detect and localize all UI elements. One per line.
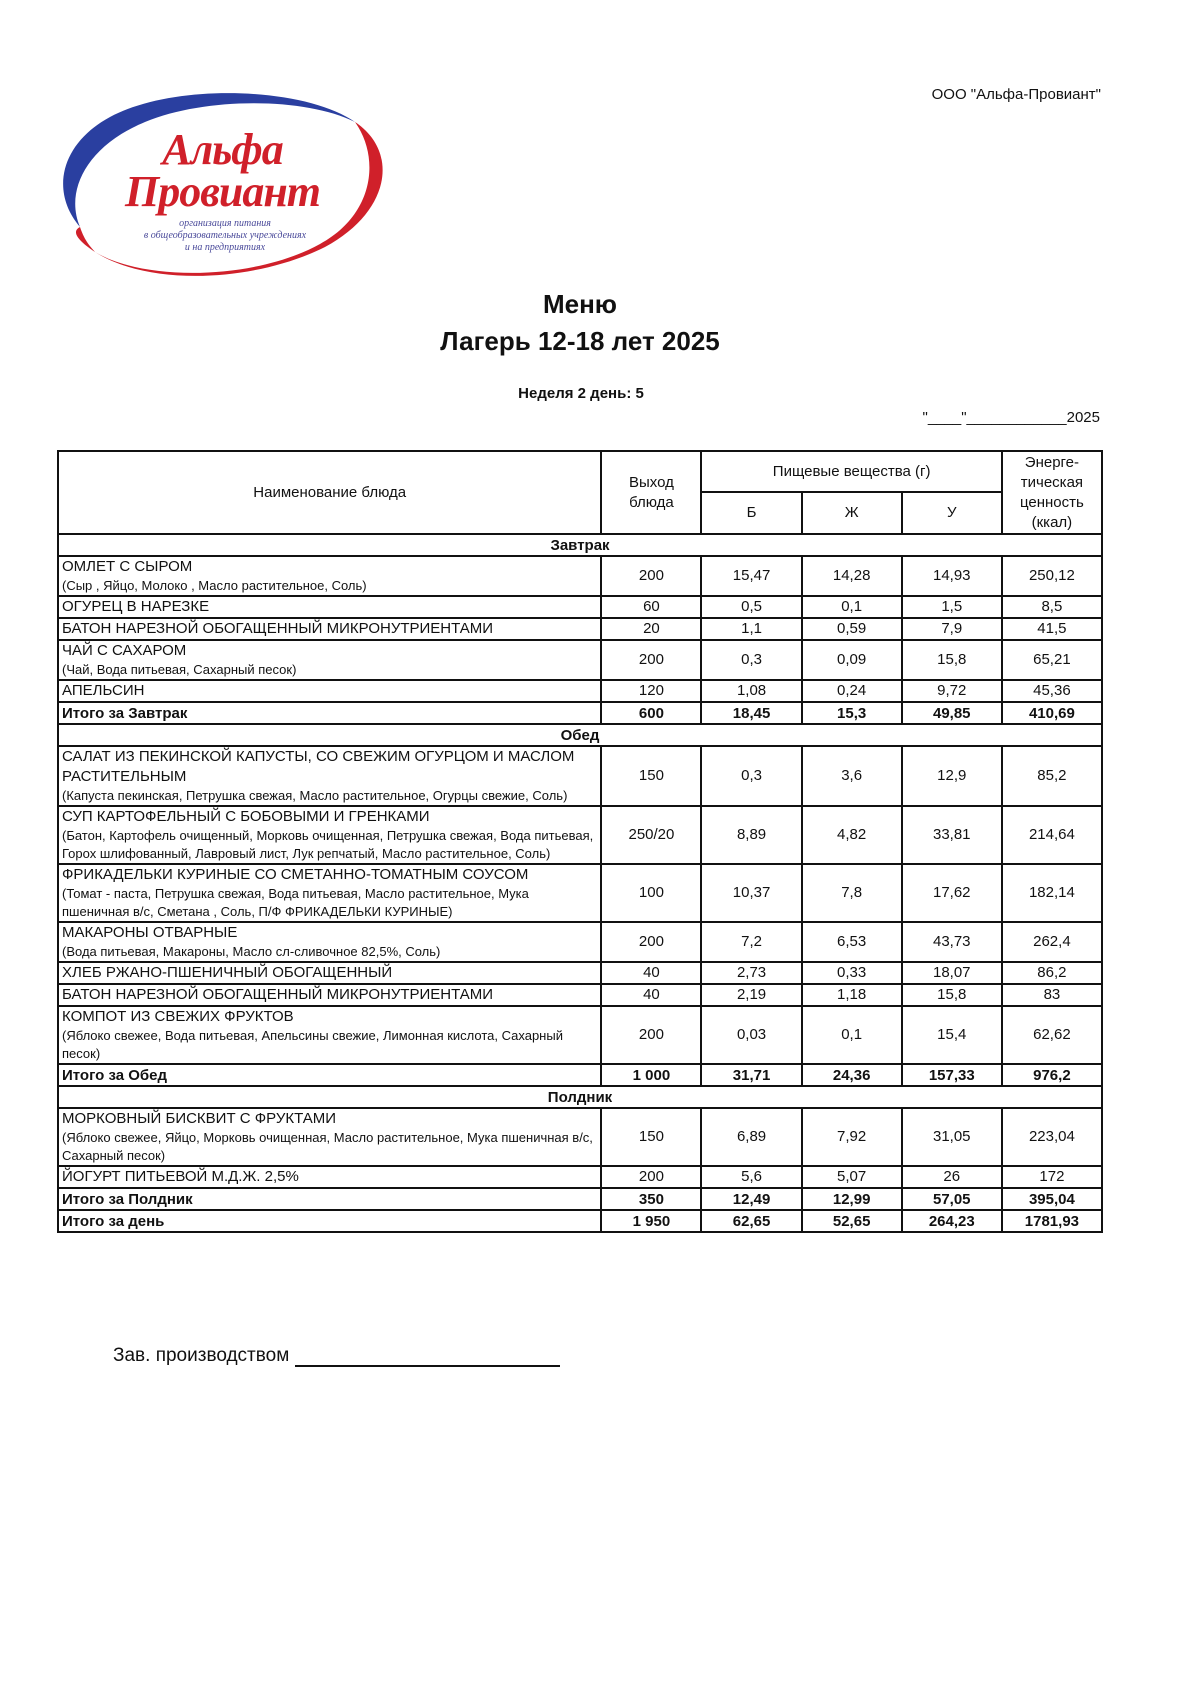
fat-cell: 6,53 bbox=[802, 922, 902, 962]
dish-ingredients: (Капуста пекинская, Петрушка свежая, Масло растительное, Огурцы свежие, Соль) bbox=[62, 788, 568, 803]
dish-cell bbox=[58, 1108, 601, 1166]
week-day-label: Неделя 2 день: 5 bbox=[518, 385, 644, 402]
energy-cell: 62,62 bbox=[1002, 1006, 1102, 1064]
total-protein-cell: 31,71 bbox=[701, 1064, 801, 1086]
energy-cell: 223,04 bbox=[1002, 1108, 1102, 1166]
protein-cell: 0,03 bbox=[701, 1006, 801, 1064]
dish-ingredients: (Вода питьевая, Макароны, Масло сл-сливочное 82,5%, Соль) bbox=[62, 944, 441, 959]
day-total-carbs-cell: 264,23 bbox=[902, 1210, 1002, 1232]
yield-cell: 100 bbox=[601, 864, 701, 922]
dish-cell bbox=[58, 556, 601, 596]
total-label: Итого за Обед bbox=[58, 1064, 601, 1086]
dish-cell bbox=[58, 864, 601, 922]
signature-block bbox=[113, 1345, 560, 1367]
yield-cell: 200 bbox=[601, 1166, 701, 1188]
carbs-cell: 15,8 bbox=[902, 984, 1002, 1006]
energy-cell: 8,5 bbox=[1002, 596, 1102, 618]
header-fat: Ж bbox=[802, 492, 902, 534]
dish-ingredients: (Яблоко свежее, Вода питьевая, Апельсины свежие, Лимонная кислота, Сахарный песок) bbox=[62, 1028, 563, 1061]
logo-title-line1: Альфа bbox=[162, 125, 283, 174]
dish-name: ОГУРЕЦ В НАРЕЗКЕ bbox=[62, 598, 210, 615]
energy-cell: 65,21 bbox=[1002, 640, 1102, 680]
protein-cell: 2,73 bbox=[701, 962, 801, 984]
carbs-cell: 15,8 bbox=[902, 640, 1002, 680]
dish-cell bbox=[58, 1006, 601, 1064]
section-row bbox=[58, 534, 1102, 556]
dish-cell bbox=[58, 922, 601, 962]
yield-cell: 20 bbox=[601, 618, 701, 640]
fat-cell: 0,09 bbox=[802, 640, 902, 680]
total-carbs-cell: 157,33 bbox=[902, 1064, 1002, 1086]
energy-cell: 86,2 bbox=[1002, 962, 1102, 984]
total-fat-cell: 15,3 bbox=[802, 702, 902, 724]
total-energy-cell: 410,69 bbox=[1002, 702, 1102, 724]
fat-cell: 7,8 bbox=[802, 864, 902, 922]
energy-cell: 250,12 bbox=[1002, 556, 1102, 596]
carbs-cell: 31,05 bbox=[902, 1108, 1002, 1166]
protein-cell: 1,1 bbox=[701, 618, 801, 640]
header-carbs: У bbox=[902, 492, 1002, 534]
dish-name: МАКАРОНЫ ОТВАРНЫЕ bbox=[62, 924, 238, 941]
day-total-label: Итого за день bbox=[58, 1210, 601, 1232]
carbs-cell: 7,9 bbox=[902, 618, 1002, 640]
header-yield: Выход блюда bbox=[601, 451, 701, 534]
protein-cell: 15,47 bbox=[701, 556, 801, 596]
section-row bbox=[58, 724, 1102, 746]
yield-cell: 120 bbox=[601, 680, 701, 702]
dish-name: КОМПОТ ИЗ СВЕЖИХ ФРУКТОВ bbox=[62, 1008, 294, 1025]
dish-ingredients: (Чай, Вода питьевая, Сахарный песок) bbox=[62, 662, 297, 677]
yield-cell: 150 bbox=[601, 746, 701, 806]
dish-row bbox=[58, 640, 1102, 680]
fat-cell: 0,33 bbox=[802, 962, 902, 984]
carbs-cell: 17,62 bbox=[902, 864, 1002, 922]
section-total-row bbox=[58, 1188, 1102, 1210]
protein-cell: 5,6 bbox=[701, 1166, 801, 1188]
total-fat-cell: 24,36 bbox=[802, 1064, 902, 1086]
carbs-cell: 26 bbox=[902, 1166, 1002, 1188]
yield-cell: 200 bbox=[601, 640, 701, 680]
protein-cell: 2,19 bbox=[701, 984, 801, 1006]
fat-cell: 0,59 bbox=[802, 618, 902, 640]
signature-line bbox=[295, 1347, 560, 1367]
day-total-protein-cell: 62,65 bbox=[701, 1210, 801, 1232]
carbs-cell: 18,07 bbox=[902, 962, 1002, 984]
dish-ingredients: (Батон, Картофель очищенный, Морковь очищенная, Петрушка свежая, Вода питьевая, Горох шлифованный, Лавровый лист, Лук репчатый, Масло растительное, Соль) bbox=[62, 828, 594, 861]
day-total-row bbox=[58, 1210, 1102, 1232]
fat-cell: 1,18 bbox=[802, 984, 902, 1006]
total-yield-cell: 600 bbox=[601, 702, 701, 724]
total-protein-cell: 18,45 bbox=[701, 702, 801, 724]
yield-cell: 150 bbox=[601, 1108, 701, 1166]
protein-cell: 1,08 bbox=[701, 680, 801, 702]
dish-name: ФРИКАДЕЛЬКИ КУРИНЫЕ СО СМЕТАННО-ТОМАТНЫМ СОУСОМ bbox=[62, 866, 529, 883]
menu-table-body bbox=[58, 534, 1102, 1232]
total-carbs-cell: 57,05 bbox=[902, 1188, 1002, 1210]
energy-cell: 83 bbox=[1002, 984, 1102, 1006]
dish-name: БАТОН НАРЕЗНОЙ ОБОГАЩЕННЫЙ МИКРОНУТРИЕНТАМИ bbox=[62, 620, 494, 637]
fat-cell: 4,82 bbox=[802, 806, 902, 864]
dish-row bbox=[58, 746, 1102, 806]
dish-row bbox=[58, 962, 1102, 984]
dish-cell bbox=[58, 596, 601, 618]
fat-cell: 5,07 bbox=[802, 1166, 902, 1188]
carbs-cell: 15,4 bbox=[902, 1006, 1002, 1064]
logo-subtitle: организация питания в общеобразовательных учреждениях и на предприятиях bbox=[143, 218, 307, 253]
section-total-row bbox=[58, 702, 1102, 724]
yield-cell: 60 bbox=[601, 596, 701, 618]
energy-cell: 182,14 bbox=[1002, 864, 1102, 922]
day-total-energy-cell: 1781,93 bbox=[1002, 1210, 1102, 1232]
fat-cell: 14,28 bbox=[802, 556, 902, 596]
section-title: Обед bbox=[58, 724, 1102, 746]
dish-cell bbox=[58, 984, 601, 1006]
yield-cell: 200 bbox=[601, 922, 701, 962]
total-yield-cell: 1 000 bbox=[601, 1064, 701, 1086]
dish-cell bbox=[58, 1166, 601, 1188]
fat-cell: 0,24 bbox=[802, 680, 902, 702]
yield-cell: 200 bbox=[601, 556, 701, 596]
dish-ingredients: (Томат - паста, Петрушка свежая, Вода питьевая, Масло растительное, Мука пшеничная в/с, Сметана , Соль, П/Ф ФРИКАДЕЛЬКИ КУРИНЫЕ) bbox=[62, 886, 529, 919]
dish-row bbox=[58, 864, 1102, 922]
section-title: Завтрак bbox=[58, 534, 1102, 556]
page-subtitle: Лагерь 12-18 лет 2025 bbox=[440, 326, 720, 356]
dish-row bbox=[58, 1006, 1102, 1064]
dish-name: ОМЛЕТ С СЫРОМ bbox=[62, 558, 193, 575]
signature-label: Зав. производством bbox=[113, 1345, 290, 1366]
fat-cell: 0,1 bbox=[802, 1006, 902, 1064]
yield-cell: 200 bbox=[601, 1006, 701, 1064]
section-row bbox=[58, 1086, 1102, 1108]
date-line: "____"____________2025 bbox=[922, 409, 1100, 426]
dish-row bbox=[58, 556, 1102, 596]
carbs-cell: 14,93 bbox=[902, 556, 1002, 596]
yield-cell: 250/20 bbox=[601, 806, 701, 864]
energy-cell: 172 bbox=[1002, 1166, 1102, 1188]
carbs-cell: 1,5 bbox=[902, 596, 1002, 618]
total-fat-cell: 12,99 bbox=[802, 1188, 902, 1210]
menu-table bbox=[57, 450, 1103, 1233]
dish-row bbox=[58, 618, 1102, 640]
carbs-cell: 12,9 bbox=[902, 746, 1002, 806]
yield-cell: 40 bbox=[601, 984, 701, 1006]
protein-cell: 6,89 bbox=[701, 1108, 801, 1166]
dish-name: ХЛЕБ РЖАНО-ПШЕНИЧНЫЙ ОБОГАЩЕННЫЙ bbox=[62, 964, 393, 981]
section-title: Полдник bbox=[58, 1086, 1102, 1108]
protein-cell: 0,5 bbox=[701, 596, 801, 618]
dish-row bbox=[58, 806, 1102, 864]
header-protein: Б bbox=[701, 492, 801, 534]
total-energy-cell: 395,04 bbox=[1002, 1188, 1102, 1210]
dish-cell bbox=[58, 640, 601, 680]
dish-name: ЧАЙ С САХАРОМ bbox=[62, 642, 187, 659]
carbs-cell: 33,81 bbox=[902, 806, 1002, 864]
yield-cell: 40 bbox=[601, 962, 701, 984]
carbs-cell: 43,73 bbox=[902, 922, 1002, 962]
fat-cell: 0,1 bbox=[802, 596, 902, 618]
energy-cell: 41,5 bbox=[1002, 618, 1102, 640]
total-label: Итого за Завтрак bbox=[58, 702, 601, 724]
header-energy: Энерге-тическая ценность (ккал) bbox=[1002, 451, 1102, 534]
logo-title-line2: Провиант bbox=[124, 167, 320, 216]
total-protein-cell: 12,49 bbox=[701, 1188, 801, 1210]
dish-ingredients: (Яблоко свежее, Яйцо, Морковь очищенная, Масло растительное, Мука пшеничная в/с, Сахарный песок) bbox=[62, 1130, 593, 1163]
page-title: Меню bbox=[542, 289, 618, 319]
dish-row bbox=[58, 596, 1102, 618]
total-yield-cell: 350 bbox=[601, 1188, 701, 1210]
fat-cell: 3,6 bbox=[802, 746, 902, 806]
total-label: Итого за Полдник bbox=[58, 1188, 601, 1210]
fat-cell: 7,92 bbox=[802, 1108, 902, 1166]
day-total-fat-cell: 52,65 bbox=[802, 1210, 902, 1232]
dish-cell bbox=[58, 962, 601, 984]
dish-row bbox=[58, 922, 1102, 962]
dish-ingredients: (Сыр , Яйцо, Молоко , Масло растительное, Соль) bbox=[62, 578, 367, 593]
dish-row bbox=[58, 680, 1102, 702]
dish-name: ЙОГУРТ ПИТЬЕВОЙ М.Д.Ж. 2,5% bbox=[62, 1168, 299, 1185]
energy-cell: 214,64 bbox=[1002, 806, 1102, 864]
dish-row bbox=[58, 984, 1102, 1006]
dish-cell bbox=[58, 618, 601, 640]
section-total-row bbox=[58, 1064, 1102, 1086]
protein-cell: 0,3 bbox=[701, 746, 801, 806]
protein-cell: 7,2 bbox=[701, 922, 801, 962]
carbs-cell: 9,72 bbox=[902, 680, 1002, 702]
energy-cell: 262,4 bbox=[1002, 922, 1102, 962]
header-nutrients: Пищевые вещества (г) bbox=[701, 451, 1001, 492]
energy-cell: 45,36 bbox=[1002, 680, 1102, 702]
energy-cell: 85,2 bbox=[1002, 746, 1102, 806]
protein-cell: 0,3 bbox=[701, 640, 801, 680]
total-energy-cell: 976,2 bbox=[1002, 1064, 1102, 1086]
dish-name: САЛАТ ИЗ ПЕКИНСКОЙ КАПУСТЫ, СО СВЕЖИМ ОГУРЦОМ И МАСЛОМ РАСТИТЕЛЬНЫМ bbox=[62, 748, 575, 785]
dish-name: АПЕЛЬСИН bbox=[62, 682, 145, 699]
dish-cell bbox=[58, 746, 601, 806]
protein-cell: 8,89 bbox=[701, 806, 801, 864]
protein-cell: 10,37 bbox=[701, 864, 801, 922]
dish-cell bbox=[58, 680, 601, 702]
dish-cell bbox=[58, 806, 601, 864]
day-total-yield-cell: 1 950 bbox=[601, 1210, 701, 1232]
dish-name: СУП КАРТОФЕЛЬНЫЙ С БОБОВЫМИ И ГРЕНКАМИ bbox=[62, 808, 430, 825]
company-name: ООО "Альфа-Провиант" bbox=[931, 86, 1101, 103]
dish-row bbox=[58, 1166, 1102, 1188]
dish-name: БАТОН НАРЕЗНОЙ ОБОГАЩЕННЫЙ МИКРОНУТРИЕНТАМИ bbox=[62, 986, 494, 1003]
header-name: Наименование блюда bbox=[58, 451, 601, 534]
dish-name: МОРКОВНЫЙ БИСКВИТ С ФРУКТАМИ bbox=[62, 1110, 337, 1127]
company-logo bbox=[55, 82, 390, 292]
dish-row bbox=[58, 1108, 1102, 1166]
total-carbs-cell: 49,85 bbox=[902, 702, 1002, 724]
